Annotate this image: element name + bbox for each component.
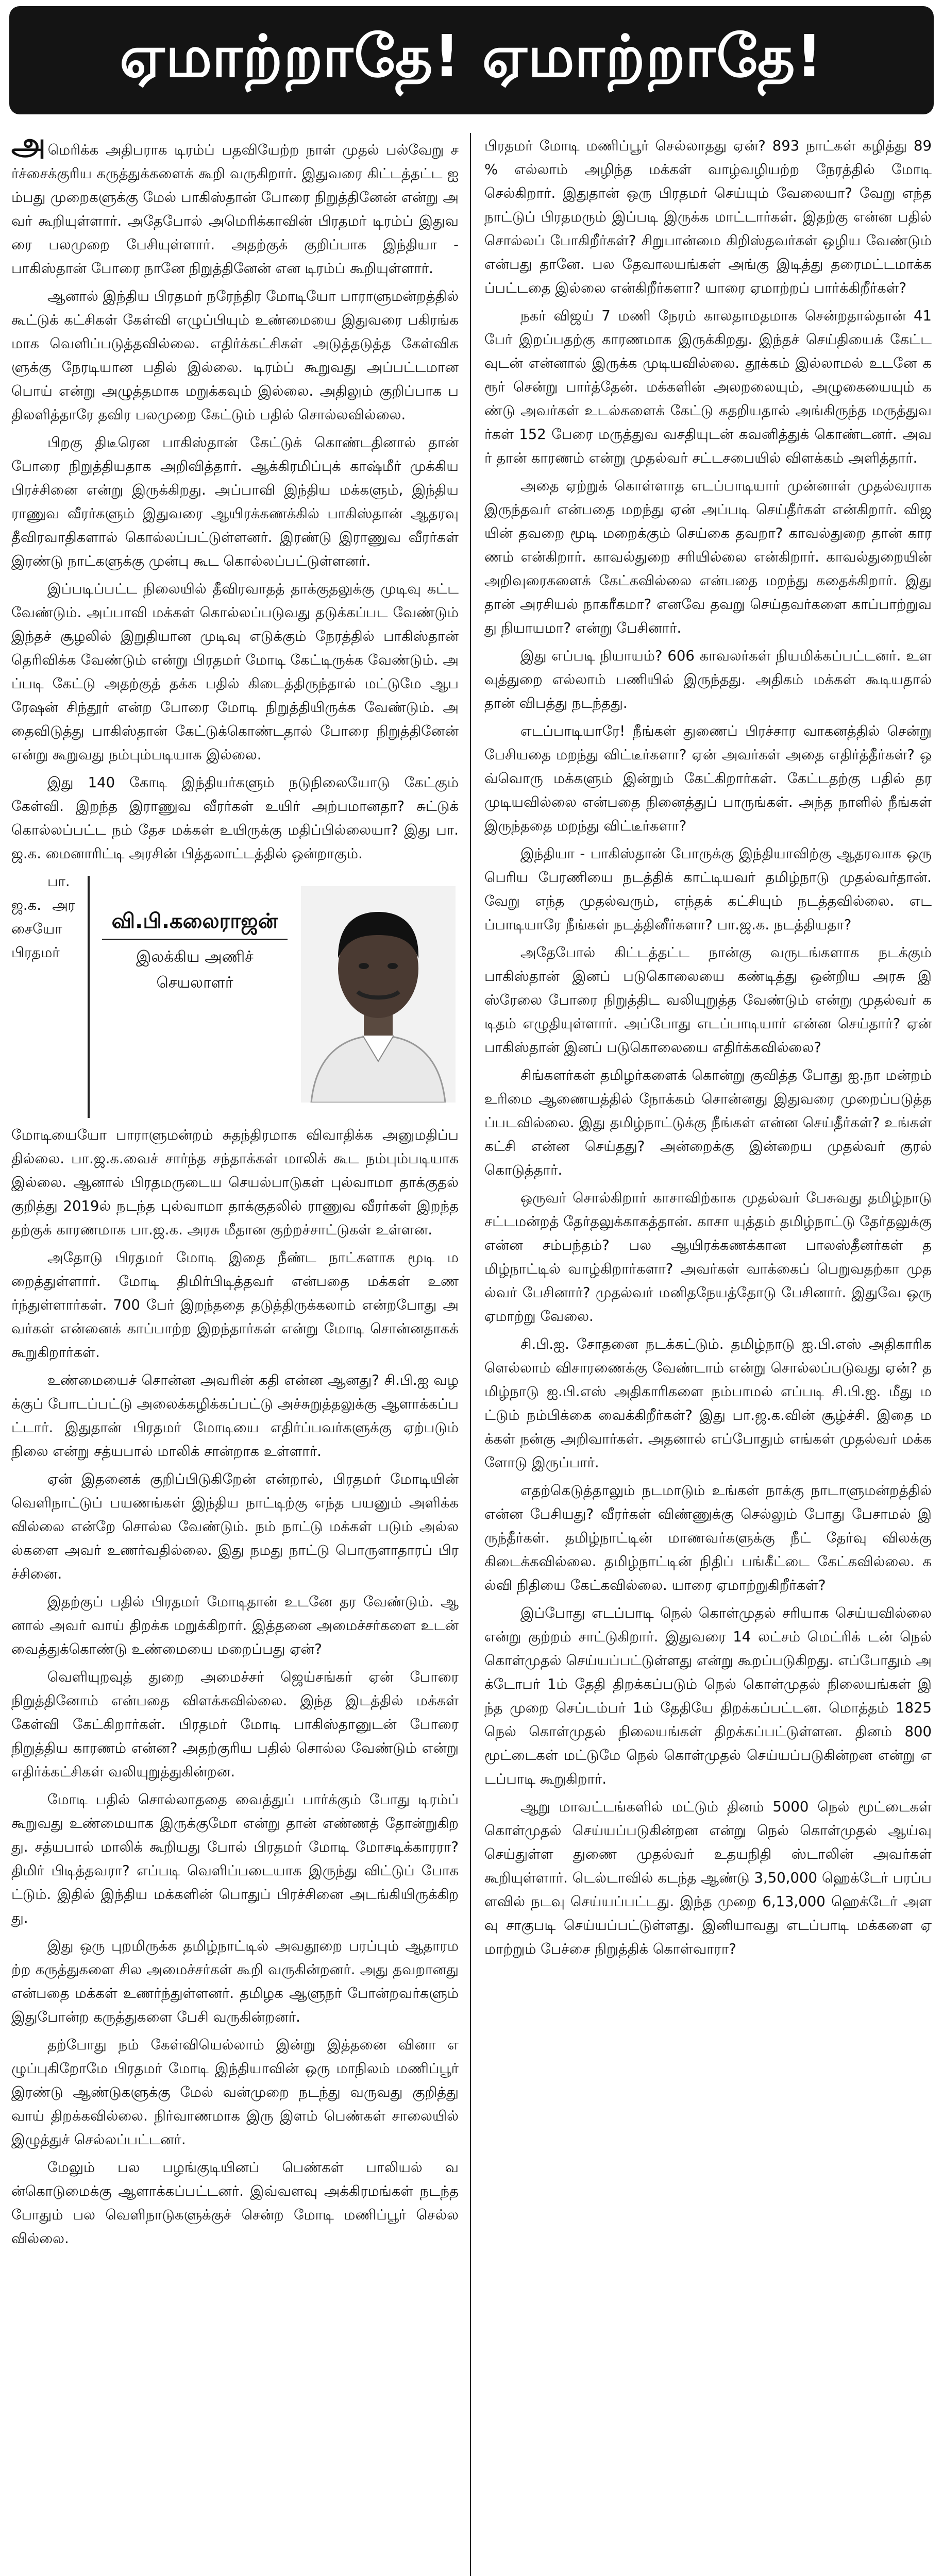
column-divider — [470, 133, 471, 2576]
article-column-right — [484, 134, 932, 2576]
paragraph-left-11: வெளியுறவுத் துறை அமைச்சர் ஜெய்சங்கர் ஏன் போரை நிறுத்தினோம் என்பதை விளக்கவில்லை. இந்த இடத்தில் மக்கள் கேள்வி கேட்கிறார்கள். பிரதமர் மோடி பாகிஸ்தானுடன் போரை நிறுத்திய காரணம் என்ன? அதற்குரிய பதில் சொல்ல வேண்டும் என்று எதிர்க்கட்சிகள் வலியுறுத்துகின்றன. — [11, 1669, 459, 1780]
paragraph-right-7: அதேபோல் கிட்டத்தட்ட நான்கு வருடங்களாக நடக்கும் பாகிஸ்தான் இனப் படுகொலையை கண்டித்து ஒன்றிய அரசு இஸ்ரேலை போரை நிறுத்திட வலியுறுத்த வேண்டும் என்று முதல்வர் கடிதம் எழுதியுள்ளார். அப்போது எடப்பாடியார் என்ன செய்தார்? ஏன் பாகிஸ்தான் இனப் படுகொலையை எதிர்க்கவில்லை? — [484, 944, 932, 1056]
paragraph-left-3: பிறகு திடீரென பாகிஸ்தான் கேட்டுக் கொண்டதினால் தான் போரை நிறுத்தியதாக அறிவித்தார். ஆக்கிரமிப்புக் காஷ்மீர் முக்கிய பிரச்சினை என்று இருக்கிறது. அப்பாவி இந்திய மக்களும், இந்திய ராணுவ வீரர்களும் இதுவரை ஆயிரக்கணக்கில் பாகிஸ்தான் ஆதரவு தீவிரவாதிகளால் கொல்லப்பட்டுள்ளனர். இரண்டு இராணுவ வீரர்கள் இரண்டு நாட்களுக்கு முன்பு கூட கொல்லப்பட்டுள்ளனர். — [11, 434, 459, 569]
author-role: இலக்கிய அணிச் செயலாளர் — [136, 948, 254, 992]
paragraph-right-4: இது எப்படி நியாயம்? 606 காவலர்கள் நியமிக்கப்பட்டனர். உளவுத்துறை எல்லாம் பணியில் இருந்தது. அதிகம் மக்கள் கூடியதால் தான் விபத்து நடந்தது. — [484, 648, 932, 711]
paragraph-left-12: மோடி பதில் சொல்லாததை வைத்துப் பார்க்கும் போது டிரம்ப் கூறுவது உண்மையாக இருக்குமோ என்று தான் எண்ணத் தோன்றுகிறது. சத்யபால் மாலிக் கூறியது போல் பிரதமர் மோடி மோசடிக்காரரா? திமிர் பிடித்தவரா? எப்படி வெளிப்படையாக இருந்து விட்டுப் போகட்டும். இதில் இந்திய மக்களின் பொதுப் பிரச்சினை அடங்கியிருக்கிறது. — [11, 1791, 459, 1926]
paragraph-left-10: இதற்குப் பதில் பிரதமர் மோடிதான் உடனே தர வேண்டும். ஆனால் அவர் வாய் திறக்க மறுக்கிறார். இத்தனை அமைச்சர்களை உடன் வைத்துக்கொண்டு உண்மையை மறைப்பது ஏன்? — [11, 1594, 459, 1657]
paragraph-left-9: ஏன் இதனைக் குறிப்பிடுகிறேன் என்றால், பிரதமர் மோடியின் வெளிநாட்டுப் பயணங்கள் இந்திய நாட்டிற்கு எந்த பயனும் அளிக்கவில்லை என்றே சொல்ல வேண்டும். நம் நாட்டு மக்கள் படும் அல்லல்களை அவர் உணர்வதில்லை. இது நமது நாட்டு பொருளாதாரப் பிரச்சினை. — [11, 1471, 459, 1582]
author-name: வி.பி.கலைராஜன் — [102, 907, 288, 940]
paragraph-left-6: பா.ஜ.க. அரசையோ பிரதமர் மோடியையோ பாராளுமன்றம் சுதந்திரமாக விவாதிக்க அனுமதிப்பதில்லை. பா.ஜ.க.வைச் சார்ந்த சந்தாக்கள் மாலிக் கூட நம்பும்படியாக இல்லை. ஆனால் பிரதமருடைய செயல்பாடுகள் புல்வாமா தாக்குதல் குறித்து 2019ல் நடந்த புல்வாமா தாக்குதலில் ராணுவ வீரர்கள் இறந்ததற்குக் காரணமாக பா.ஜ.க. அரசு மீதான குற்றச்சாட்டுகள் உள்ளன. — [11, 873, 459, 1238]
paragraph-right-11: எதற்கெடுத்தாலும் நடமாடும் உங்கள் நாக்கு நாடாளுமன்றத்தில் என்ன பேசியது? வீரர்கள் விண்ணுக்கு செல்லும் போது பேசாமல் இருந்தீர்கள். தமிழ்நாட்டின் மாணவர்களுக்கு நீட் தேர்வு விலக்கு கிடைக்கவில்லை. தமிழ்நாட்டின் நிதிப் பங்கீட்டை கேட்கவில்லை. கல்வி நிதியை கேட்கவில்லை. யாரை ஏமாற்றுகிறீர்கள்? — [484, 1482, 932, 1594]
headline-title: ஏமாற்றாதே! ஏமாற்றாதே! — [120, 23, 823, 90]
drop-cap-icon: அ — [11, 134, 46, 162]
paragraph-right-2: நகர் விஜய் 7 மணி நேரம் காலதாமதமாக சென்றதால்தான் 41 பேர் இறப்பதற்கு காரணமாக இருக்கிறது. இந்தச் செய்தியைக் கேட்டவுடன் என்னால் இருக்க முடியவில்லை. தூக்கம் இல்லாமல் உடனே கரூர் சென்று பார்த்தேன். மக்களின் அலறலையும், அழுகையையும் கண்டு அவர்கள் உடல்களைக் கேட்டு கதறியதால் அங்கிருந்த மருத்துவர்கள் 152 பேரை மருத்துவ வசதியுடன் கவனித்துக் கொண்டனர். அவர் தான் காரணம் என்று முதல்வர் சட்டசபையில் விளக்கம் அளித்தார். — [484, 308, 932, 466]
article-column-left — [11, 134, 459, 2576]
paragraph-left-4: இப்படிப்பட்ட நிலையில் தீவிரவாதத் தாக்குதலுக்கு முடிவு கட்ட வேண்டும். அப்பாவி மக்கள் கொல்லப்படுவது தடுக்கப்பட வேண்டும் இந்தச் சூழலில் இறுதியான முடிவு எடுக்கும் நேரத்தில் பாகிஸ்தான் தெரிவிக்க வேண்டும் என்று பிரதமர் மோடி கேட்டிருக்க வேண்டும். அப்படி கேட்டு அதற்குத் தக்க பதில் கிடைத்திருந்தால் மட்டுமே ஆபரேஷன் சிந்தூர் என்ற போரை மோடி நிறுத்தியிருக்க வேண்டும். அதைவிடுத்து பாகிஸ்தான் கேட்டுக்கொண்டதால் போரை நிறுத்தினேன் என்று கூறுவது நம்பும்படியாக இல்லை. — [11, 581, 459, 763]
paragraph-left-2: ஆனால் இந்திய பிரதமர் நரேந்திர மோடியோ பாராளுமன்றத்தில் கூட்டுக் கட்சிகள் கேள்வி எழுப்பியும் உண்மையை இதுவரை பகிரங்கமாக வெளிப்படுத்தவில்லை. எதிர்க்கட்சிகள் அடுத்தடுத்த கேள்விகளுக்கு நேரடியான பதில் இல்லை. டிரம்ப் கூறுவது அப்பட்டமான பொய் என்று அழுத்தமாக மறுக்கவும் இல்லை. அதிலும் குறிப்பாக பதிலளித்தாரே தவிர பலமுறை கேட்டும் பதில் சொல்லவில்லை. — [11, 288, 459, 423]
paragraph-right-10: சி.பி.ஐ. சோதனை நடக்கட்டும். தமிழ்நாடு ஐ.பி.எஸ் அதிகாரிகளெல்லாம் விசாரணைக்கு வேண்டாம் என்று சொல்லப்படுவது ஏன்? தமிழ்நாடு ஐ.பி.எஸ் அதிகாரிகளை நம்பாமல் எப்படி சி.பி.ஐ. மீது மட்டும் நம்பிக்கை வைக்கிறீர்கள்? இது பா.ஜ.க.வின் சூழ்ச்சி. இதை மக்கள் நன்கு அறிவார்கள். அதனால் எப்போதும் எங்கள் முதல்வர் மக்களோடு இருப்பார். — [484, 1336, 932, 1471]
paragraph-right-5: எடப்பாடியாரே! நீங்கள் துணைப் பிரச்சார வாகனத்தில் சென்று பேசியதை மறந்து விட்டீர்களா? ஏன் அவர்கள் அதை எதிர்த்தீர்கள்? ஒவ்வொரு மக்களும் இன்றும் கேட்கிறார்கள். கேட்டதற்கு பதில் தர முடியவில்லை என்பதை நினைத்துப் பாருங்கள். அந்த நாளில் நீங்கள் இருந்ததை மறந்து விட்டீர்களா? — [484, 723, 932, 834]
author-byline-box — [88, 876, 459, 1118]
paragraph-left-7: அதோடு பிரதமர் மோடி இதை நீண்ட நாட்களாக மூடி மறைத்துள்ளார். மோடி திமிர்பிடித்தவர் என்பதை மக்கள் உணர்ந்துள்ளார்கள். 700 பேர் இறந்ததை தடுத்திருக்கலாம் என்றபோது அவர்கள் என்னைக் காப்பாற்ற இறந்தார்கள் என்று மோடி சொன்னதாகக் கூறுகிறார்கள். — [11, 1249, 459, 1361]
paragraph-right-13: ஆறு மாவட்டங்களில் மட்டும் தினம் 5000 நெல் மூட்டைகள் கொள்முதல் செய்யப்படுகின்றன என்று நெல் கொள்முதல் ஆய்வு செய்துள்ள துணை முதல்வர் உதயநிதி ஸ்டாலின் அவர்கள் கூறியுள்ளார். டெல்டாவில் கடந்த ஆண்டு 3,50,000 ஹெக்டேர் பரப்பளவில் நடவு செய்யப்பட்டது. இந்த முறை 6,13,000 ஹெக்டேர் அளவு சாகுபடி செய்யப்பட்டுள்ளது. இனியாவது எடப்பாடி மக்களை ஏமாற்றும் பேச்சை நிறுத்திக் கொள்வாரா? — [484, 1799, 932, 1957]
paragraph-right-9: ஒருவர் சொல்கிறார் காசாவிற்காக முதல்வர் பேசுவது தமிழ்நாடு சட்டமன்றத் தேர்தலுக்காகத்தான். காசா யுத்தம் தமிழ்நாட்டு தேர்தலுக்கு என்ன சம்பந்தம்? பல ஆயிரக்கணக்கான பாலஸ்தீனர்கள் தமிழ்நாட்டில் வாழ்கிறார்களா? அவர்கள் வாக்கைப் பெறுவதற்கா முதல்வர் பேசினார்? முதல்வர் மனிதநேயத்தோடு பேசினார். இதுவே ஒரு ஏமாற்று வேலை. — [484, 1190, 932, 1325]
paragraph-right-1: பிரதமர் மோடி மணிப்பூர் செல்லாதது ஏன்? 893 நாட்கள் கழித்து 89 % எல்லாம் அழிந்த மக்கள் வாழ்வழியற்ற நேரத்தில் மோடி செல்கிறார். இதுதான் ஒரு பிரதமர் செய்யும் வேலையா? வேறு எந்த நாட்டுப் பிரதமரும் இப்படி இருக்க மாட்டார்கள். இதற்கு என்ன பதில் சொல்லப் போகிறீர்கள்? சிறுபான்மை கிறிஸ்தவர்கள் ஒழிய வேண்டும் என்பது தானே. பல தேவாலயங்கள் அங்கு இடித்து தரைமட்டமாக்கப்பட்டதை இல்லை என்கிறீர்களா? யாரை ஏமாற்றப் பார்க்கிறீர்கள்? — [484, 138, 932, 296]
paragraph-left-8: உண்மையைச் சொன்ன அவரின் கதி என்ன ஆனது? சி.பி.ஐ வழக்குப் போடப்பட்டு அலைக்கழிக்கப்பட்டு அச்சுறுத்தலுக்கு ஆளாக்கப்பட்டார். இதுதான் பிரதமர் மோடியை எதிர்ப்பவர்களுக்கு ஏற்படும் நிலை என்று சத்யபால் மாலிக் சான்றாக உள்ளார். — [11, 1372, 459, 1460]
paragraph-right-12: இப்போது எடப்பாடி நெல் கொள்முதல் சரியாக செய்யவில்லை என்று குற்றம் சாட்டுகிறார். இதுவரை 14 லட்சம் மெட்ரிக் டன் நெல் கொள்முதல் செய்யப்பட்டுள்ளது என்று கூறப்படுகிறது. எப்போதும் அக்டோபர் 1ம் தேதி திறக்கப்படும் நெல் கொள்முதல் நிலையங்கள் இந்த முறை செப்டம்பர் 1ம் தேதியே திறக்கப்பட்டன. மொத்தம் 1825 நெல் கொள்முதல் நிலையங்கள் திறக்கப்பட்டுள்ளன. தினம் 800 மூட்டைகள் மட்டுமே நெல் கொள்முதல் செய்யப்படுகின்றன என்று எடப்பாடி கூறுகிறார். — [484, 1605, 932, 1787]
paragraph-right-8: சிங்களர்கள் தமிழர்களைக் கொன்று குவித்த போது ஐ.நா மன்றம் உரிமை ஆணையத்தில் நோக்கம் சொன்னது இதுவரை முறைப்படுத்தப்படவில்லை. இது தமிழ்நாட்டுக்கு நீங்கள் என்ன செய்தீர்கள்? உங்கள் கட்சி என்ன செய்தது? அன்றைக்கு இன்றைய முதல்வர் குரல் கொடுத்தார். — [484, 1067, 932, 1178]
paragraph-left-13: இது ஒரு புறமிருக்க தமிழ்நாட்டில் அவதூறை பரப்பும் ஆதாரமற்ற கருத்துகளை சில அமைச்சர்கள் கூறி வருகின்றனர். அது தவறானது என்பதை மக்கள் உணர்ந்துள்ளனர். தமிழக ஆளுநர் போன்றவர்களும் இதுபோன்ற கருத்துகளை பேசி வருகின்றனர். — [11, 1938, 459, 2025]
paragraph-right-6: இந்தியா - பாகிஸ்தான் போருக்கு இந்தியாவிற்கு ஆதரவாக ஒரு பெரிய பேரணியை நடத்திக் காட்டியவர் தமிழ்நாடு முதல்வர்தான். வேறு எந்த முதல்வரும், எந்தக் கட்சியும் நடத்தவில்லை. எடப்பாடியாரே நீங்கள் நடத்தினீர்களா? பா.ஜ.க. நடத்தியதா? — [484, 845, 932, 933]
author-portrait-icon — [301, 886, 456, 1103]
author-byline-text — [102, 907, 288, 996]
paragraph-left-14: தற்போது நம் கேள்வியெல்லாம் இன்று இத்தனை வினா எழுப்புகிறோமே பிரதமர் மோடி இந்தியாவின் ஒரு மாநிலம் மணிப்பூர் இரண்டு ஆண்டுகளுக்கு மேல் வன்முறை நடந்து வருவது குறித்து வாய் திறக்கவில்லை. நிர்வாணமாக இரு இளம் பெண்கள் சாலையில் இழுத்துச் செல்லப்பட்டனர். — [11, 2037, 459, 2148]
author-photo — [301, 886, 456, 1103]
headline-banner — [9, 6, 934, 114]
paragraph-right-3: அதை ஏற்றுக் கொள்ளாத எடப்பாடியார் முன்னாள் முதல்வராக இருந்தவர் என்பதை மறந்து ஏன் அப்படி செய்தீர்கள் என்கிறார். விஜயின் தவறை மூடி மறைக்கும் செய்கை தவறா? காவல்துறை தான் காரணம் என்கிறார். காவல்துறை சரியில்லை என்கிறார். காவல்துறையின் அறிவுரைகளைக் கேட்கவில்லை என்பதை மறந்து கதைக்கிறார். இது தான் அரசியல் நாகரீகமா? எனவே தவறு செய்தவர்களை காப்பாற்றுவது நியாயமா? என்று பேசினார். — [484, 478, 932, 636]
paragraph-left-1: அமெரிக்க அதிபராக டிரம்ப் பதவியேற்ற நாள் முதல் பல்வேறு சர்ச்சைக்குரிய கருத்துக்களைக் கூறி வருகிறார். இதுவரை கிட்டத்தட்ட ஐம்பது முறைகளுக்கு மேல் பாகிஸ்தான் போரை நிறுத்தினேன் என்று அவர் கூறியுள்ளார். அதேபோல் அமெரிக்காவின் பிரதமர் டிரம்ப் இதுவரை பலமுறை பேசியுள்ளார். அதற்குக் குறிப்பாக இந்தியா - பாகிஸ்தான் போரை நானே நிறுத்தினேன் என டிரம்ப் கூறியுள்ளார். — [11, 134, 459, 280]
paragraph-left-5: இது 140 கோடி இந்தியர்களும் நடுநிலையோடு கேட்கும் கேள்வி. இறந்த இராணுவ வீரர்கள் உயிர் அற்பமானதா? சுட்டுக் கொல்லப்பட்ட நம் தேச மக்கள் உயிருக்கு மதிப்பில்லையா? இது பா.ஜ.க. மைனாரிட்டி அரசின் பித்தலாட்டத்தில் ஒன்றாகும். — [11, 774, 459, 862]
paragraph-left-15: மேலும் பல பழங்குடியினப் பெண்கள் பாலியல் வன்கொடுமைக்கு ஆளாக்கப்பட்டனர். இவ்வளவு அக்கிரமங்கள் நடந்த போதும் பல வெளிநாடுகளுக்குச் சென்ற மோடி மணிப்பூர் செல்லவில்லை. — [11, 2159, 459, 2247]
